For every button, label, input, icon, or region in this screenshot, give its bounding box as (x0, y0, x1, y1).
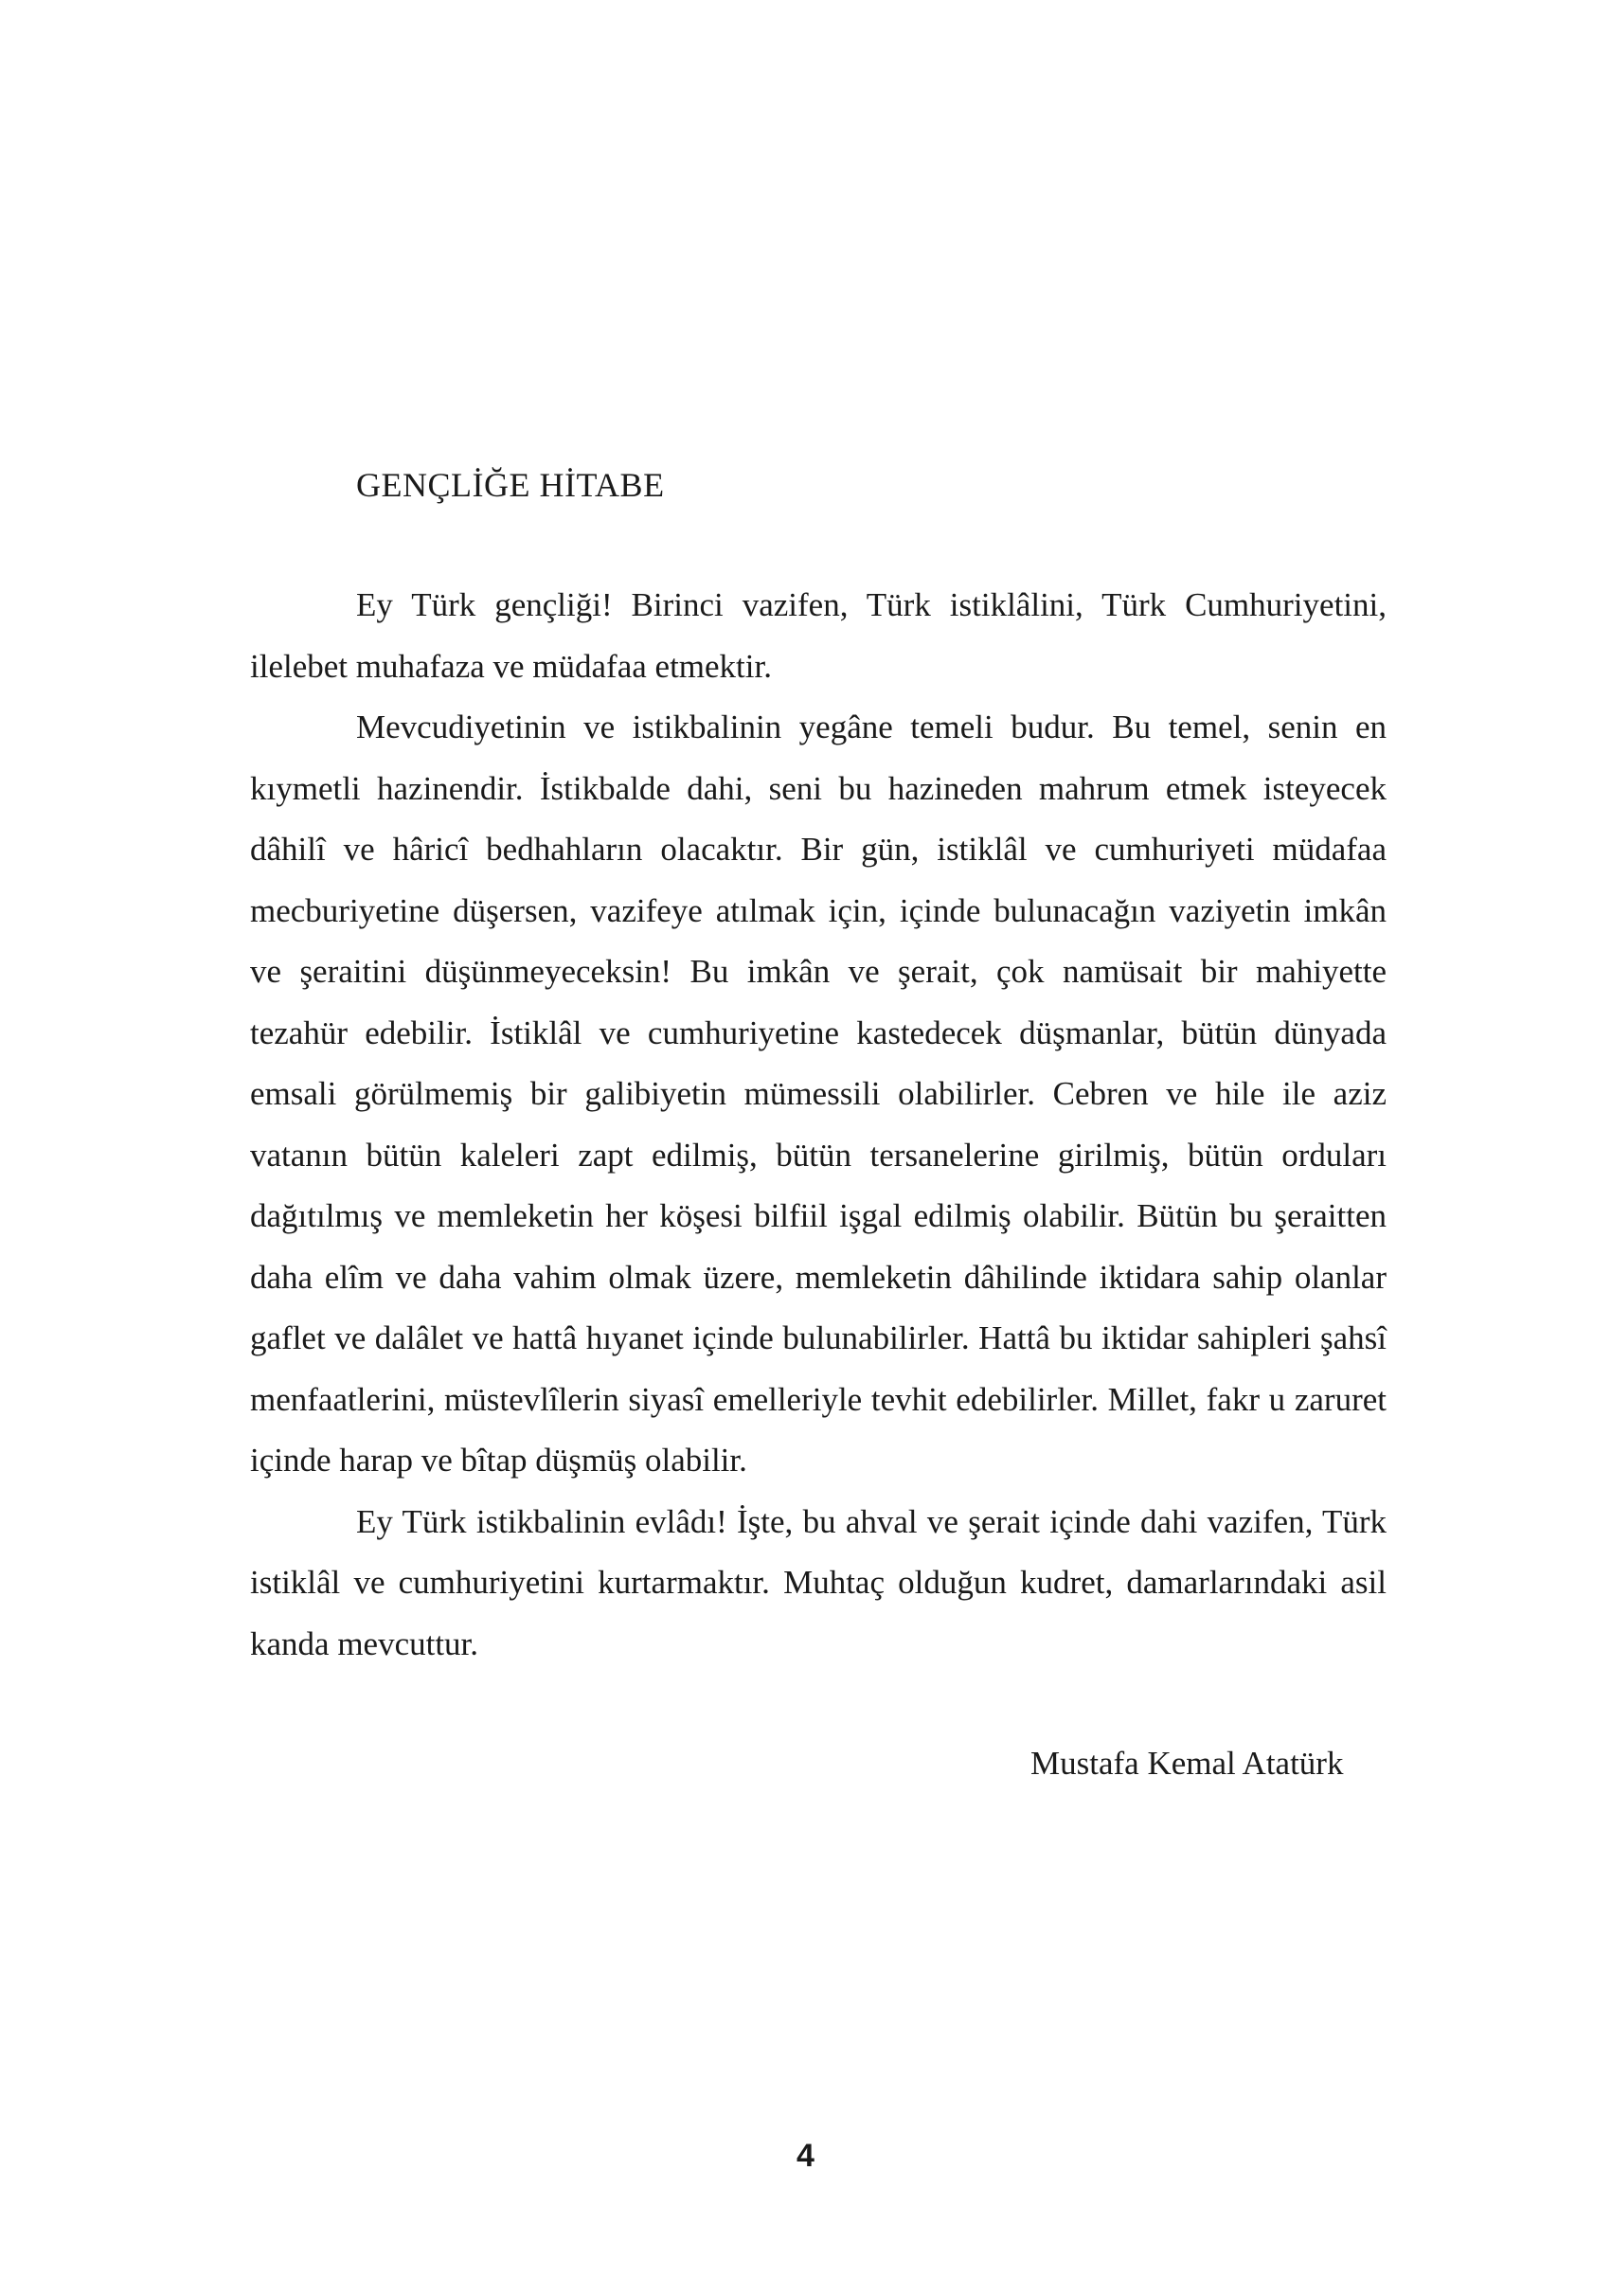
page-number: 4 (797, 2138, 814, 2174)
page-title: GENÇLİĞE HİTABE (356, 466, 665, 504)
body-text (250, 575, 1387, 1675)
paragraph: Ey Türk istikbalinin evlâdı! İşte, bu ahval ve şerait içinde dahi vazifen, Türk istiklâl ve cumhuriyetini kurtarmaktır. Muhtaç olduğun kudret, damarlarındaki asil kanda mevcuttur. (250, 1502, 1387, 1662)
signature: Mustafa Kemal Atatürk (1030, 1745, 1344, 1782)
paragraph: Mevcudiyetinin ve istikbalinin yegâne temeli budur. Bu temel, senin en kıymetli hazinendir. İstikbalde dahi, seni bu hazineden mahrum etmek isteyecek dâhilî ve hâricî bedhahların olacaktır. Bir gün, istiklâl ve cumhuriyeti müdafaa mecburiyetine düşersen, vazifeye atılmak için, içinde bulunacağın vaziyetin imkân ve şeraitini düşünmeyeceksin! Bu imkân ve şerait, çok namüsait bir mahiyette tezahür edebilir. İstiklâl ve cumhuriyetine kastedecek düşmanlar, bütün dünyada emsali görülmemiş bir galibiyetin mümessili olabilirler. Cebren ve hile ile aziz vatanın bütün kaleleri zapt edilmiş, bütün tersanelerine girilmiş, bütün orduları dağıtılmış ve memleketin her köşesi bilfiil işgal edilmiş olabilir. Bütün bu şeraitten daha elîm ve daha vahim olmak üzere, memleketin dâhilinde iktidara sahip olanlar gaflet ve dalâlet ve hattâ hıyanet içinde bulunabilirler. Hattâ bu iktidar sahipleri şahsî menfaatlerini, müstevlîlerin siyasî emelleriyle tevhit edebilirler. Millet, fakr u zaruret içinde harap ve bîtap düşmüş olabilir. (250, 709, 1387, 1479)
paragraph: Ey Türk gençliği! Birinci vazifen, Türk istiklâlini, Türk Cumhuriyetini, ilelebet muhafaza ve müdafaa etmektir. (250, 586, 1387, 685)
